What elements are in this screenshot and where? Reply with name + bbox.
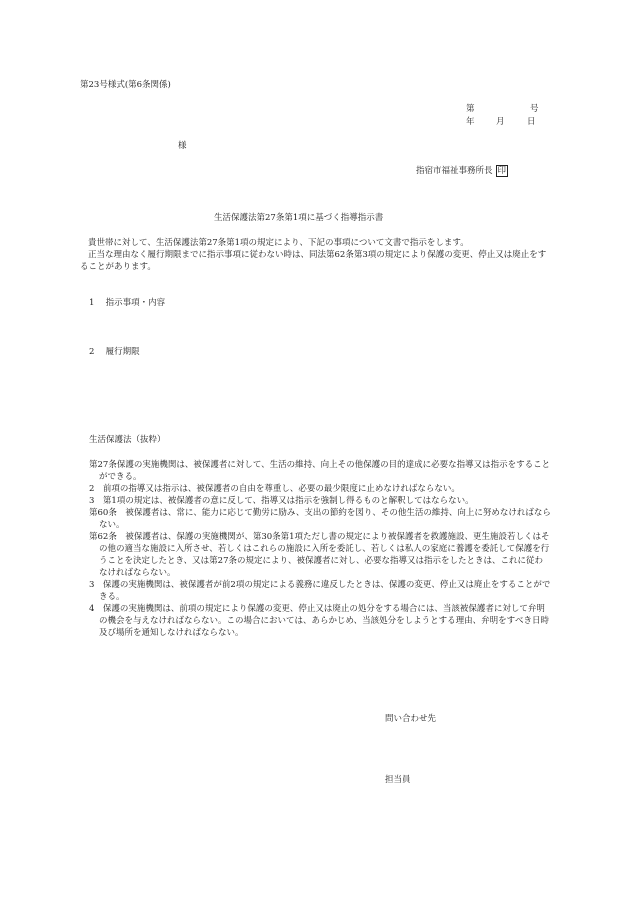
doc-number-prefix: 第 [466, 104, 475, 114]
contact-label: 問い合わせ先 [385, 714, 437, 724]
form-number: 第23号様式(第6条関係) [80, 80, 171, 90]
date-month: 月 [496, 117, 505, 127]
item-1-number: 1 [89, 298, 95, 308]
item-2-label: 履行期限 [105, 347, 140, 357]
item-2 [89, 347, 140, 358]
date-year: 年 [466, 117, 475, 127]
body-paragraph-2: 正当な理由なく履行期限までに指示事項に従わない時は、同法第62条第3項の規定により保護の変更、停止又は廃止をすることがあります。 [80, 250, 547, 272]
doc-number-suffix: 号 [530, 104, 539, 114]
item-1-label: 指示事項・内容 [105, 298, 166, 308]
law-article-27-p3: 3 第1項の規定は、被保護者の意に反して、指導又は指示を強制し得るものと解釈してはならない。 [89, 496, 474, 506]
body-paragraph-1: 貴世帯に対して、生活保護法第27条第1項の規定により、下記の事項について文書で指示をします。 [88, 238, 469, 248]
issuer-line [416, 165, 508, 177]
law-heading: 生活保護法（抜粋） [89, 435, 166, 445]
document-title: 生活保護法第27条第1項に基づく指導指示書 [214, 213, 384, 223]
law-article-27-p2: 2 前項の指導又は指示は、被保護者の自由を尊重し、必要の最少限度に止めなければならない。 [89, 484, 460, 494]
law-article-27: 第27条保護の実施機関は、被保護者に対して、生活の維持、向上その他保護の目的達成に必要な指導又は指示をすることができる。 [89, 460, 551, 482]
law-article-60: 第60条 被保護者は、常に、能力に応じて勤労に励み、支出の節約を図り、その他生活の維持、向上に努めなければならない。 [89, 508, 551, 530]
seal-stamp: 印 [497, 166, 507, 176]
law-article-62: 第62条 被保護者は、保護の実施機関が、第30条第1項ただし書の規定により被保護者を救護施設、更生施設若しくはその他の適当な施設に入所させ、若しくはこれらの施設に入所を委託し、若しくは私人の家庭に養護を委託して保護を行うことを決定したとき、又は第27条の規定により、被保護者に対し、必要な指導又は指示をしたときは、これに従わなければならない。 [89, 532, 550, 578]
law-article-62-p4: 4 保護の実施機関は、前項の規定により保護の変更、停止又は廃止の処分をする場合には、当該被保護者に対して弁明の機会を与えなければならない。この場合においては、あらかじめ、当該処分をしようとする理由、弁明をすべき日時及び場所を通知しなければならない。 [89, 604, 549, 638]
law-text-block [89, 459, 551, 639]
law-article-62-p3: 3 保護の実施機関は、被保護者が前2項の規定による義務に違反したときは、保護の変更、停止又は廃止をすることができる。 [89, 580, 551, 602]
person-label: 担当員 [385, 775, 411, 785]
date-day: 日 [527, 117, 536, 127]
issuer: 指宿市福祉事務所長 [416, 166, 493, 176]
item-1 [89, 298, 165, 309]
item-2-number: 2 [89, 347, 95, 357]
addressee-suffix: 様 [178, 141, 187, 151]
